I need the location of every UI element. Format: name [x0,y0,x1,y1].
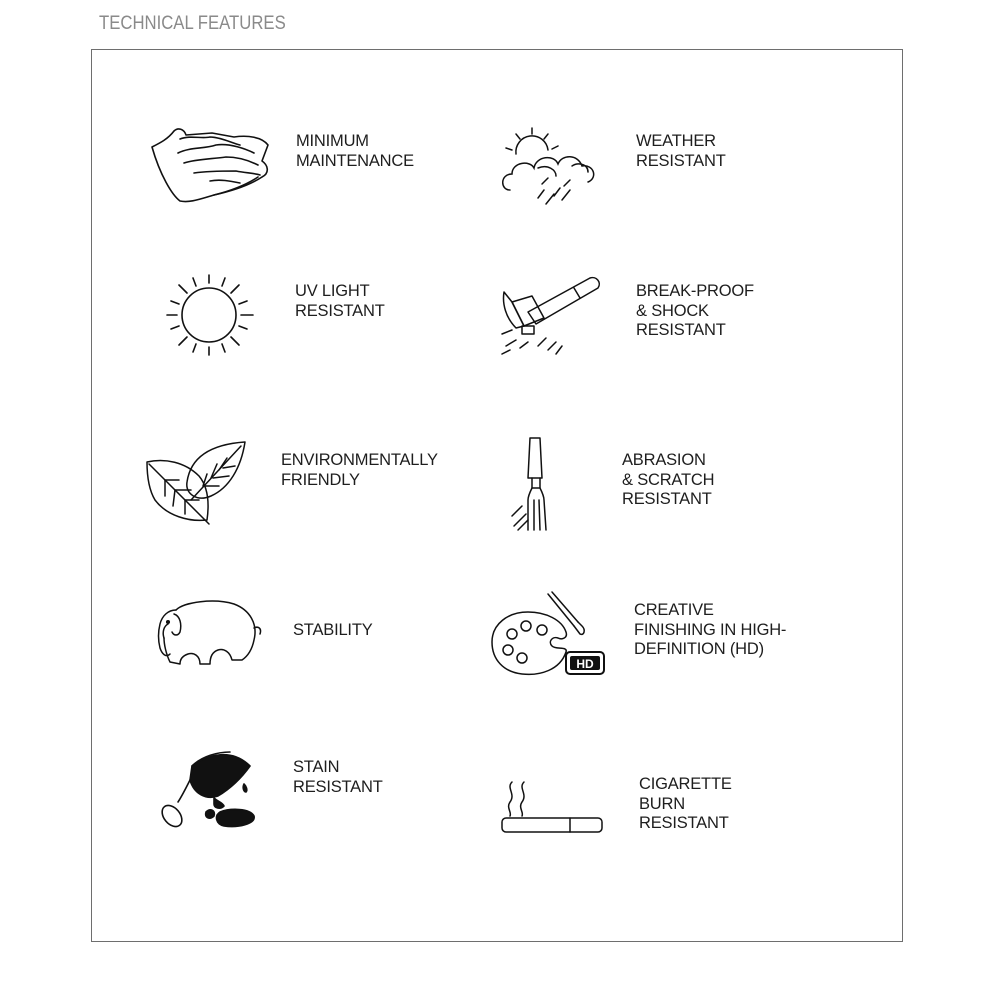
cigarette-icon [500,778,606,836]
sun-icon [165,273,255,357]
feature-label: WEATHER RESISTANT [636,132,726,170]
weather-icon [498,124,602,206]
feature-label: ENVIRONMENTALLY FRIENDLY [281,451,438,489]
wine-glass-icon [158,746,260,830]
feature-label: BREAK-PROOF & SHOCK RESISTANT [636,282,754,339]
feature-label: MINIMUM MAINTENANCE [296,132,414,170]
palette-icon [490,590,608,678]
hammer-icon [498,272,604,358]
section-title: TECHNICAL FEATURES [99,13,286,34]
feature-label: UV LIGHT RESISTANT [295,282,385,320]
feature-label: ABRASION & SCRATCH RESISTANT [622,451,715,508]
hand-cloth-icon [150,125,275,207]
feature-label: STABILITY [293,621,373,639]
feature-label: CREATIVE FINISHING IN HIGH- DEFINITION (HD) [634,601,787,658]
feature-label: CIGARETTE BURN RESISTANT [639,775,732,832]
elephant-icon [154,598,264,668]
fork-icon [508,434,568,532]
leaves-icon [145,440,249,526]
feature-label: STAIN RESISTANT [293,758,383,796]
hd-badge: HD [576,657,594,671]
